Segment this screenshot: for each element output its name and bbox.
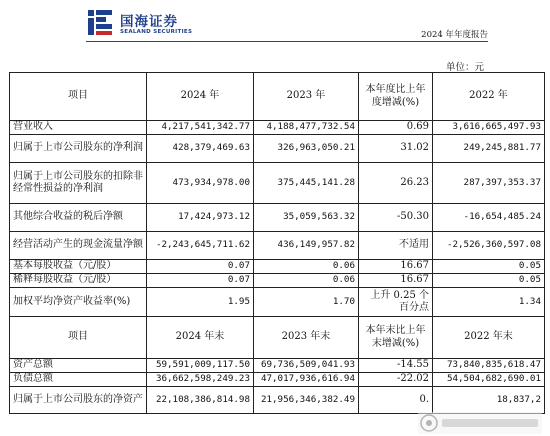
row-label: 归属于上市公司股东的净利润 [10, 135, 147, 163]
value-2024: 428,379,469.63 [147, 135, 254, 163]
table-row [10, 373, 545, 387]
col-header-item: 项目 [10, 73, 147, 121]
value-2024: 59,591,009,117.50 [147, 359, 254, 373]
value-2022: 18,837,2 [433, 387, 545, 414]
col-header-change: 本年末比上年末增减(%) [359, 317, 433, 359]
table-header-row [10, 317, 545, 359]
header-divider [86, 41, 488, 42]
value-change: 不适用 [359, 232, 433, 260]
value-2022: 73,840,835,618.47 [433, 359, 545, 373]
table-row [10, 121, 545, 135]
value-2022: 0.05 [433, 260, 545, 274]
value-2023: 0.06 [254, 274, 359, 288]
row-label: 基本每股收益（元/股） [10, 260, 147, 274]
row-label: 其他综合收益的税后净额 [10, 204, 147, 232]
col-header-2024-end: 2024 年末 [147, 317, 254, 359]
value-2024: 0.07 [147, 260, 254, 274]
value-2022: 1.34 [433, 288, 545, 317]
col-header-2023: 2023 年 [254, 73, 359, 121]
value-2023: 21,956,346,382.49 [254, 387, 359, 414]
value-change: 上升 0.25 个百分点 [359, 288, 433, 317]
row-label: 营业收入 [10, 121, 147, 135]
table-row [10, 163, 545, 204]
row-label: 经营活动产生的现金流量净额 [10, 232, 147, 260]
value-2023: 69,736,509,041.93 [254, 359, 359, 373]
row-label: 资产总额 [10, 359, 147, 373]
row-label: 加权平均净资产收益率(%) [10, 288, 147, 317]
row-label: 负债总额 [10, 373, 147, 387]
table-row [10, 359, 545, 373]
page-header [0, 0, 550, 46]
value-2024: 17,424,973.12 [147, 204, 254, 232]
value-2023: 47,017,936,616.94 [254, 373, 359, 387]
col-header-2022: 2022 年 [433, 73, 545, 121]
col-header-2024: 2024 年 [147, 73, 254, 121]
value-2023: 326,963,050.21 [254, 135, 359, 163]
value-change: 16.67 [359, 274, 433, 288]
value-change: 16.67 [359, 260, 433, 274]
value-2022: -16,654,485.24 [433, 204, 545, 232]
table-row [10, 274, 545, 288]
value-2022: 3,616,665,497.93 [433, 121, 545, 135]
value-2023: 436,149,957.82 [254, 232, 359, 260]
value-2023: 1.70 [254, 288, 359, 317]
value-2024: -2,243,645,711.62 [147, 232, 254, 260]
table-row [10, 288, 545, 317]
row-label: 归属于上市公司股东的净资产 [10, 387, 147, 414]
report-title: 2024 年年度报告 [421, 30, 488, 40]
row-label: 稀释每股收益（元/股） [10, 274, 147, 288]
value-2022: 54,504,682,690.01 [433, 373, 545, 387]
table-row [10, 260, 545, 274]
col-header-2022-end: 2022 年末 [433, 317, 545, 359]
table-row [10, 232, 545, 260]
unit-label: 单位：元 [445, 62, 484, 73]
value-change: 0. [359, 387, 433, 414]
value-2024: 22,108,386,814.98 [147, 387, 254, 414]
value-change: -14.55 [359, 359, 433, 373]
value-2023: 4,188,477,732.54 [254, 121, 359, 135]
value-change: 0.69 [359, 121, 433, 135]
col-header-2023-end: 2023 年末 [254, 317, 359, 359]
value-2022: 0.05 [433, 274, 545, 288]
brand-name-en: SEALAND SECURITIES [120, 29, 193, 35]
value-change: 31.02 [359, 135, 433, 163]
row-label: 归属于上市公司股东的扣除非经常性损益的净利润 [10, 163, 147, 204]
table-row [10, 135, 545, 163]
brand-name-cn: 国海证券 [120, 14, 178, 30]
value-2022: -2,526,360,597.08 [433, 232, 545, 260]
value-change: -22.02 [359, 373, 433, 387]
table-row [10, 204, 545, 232]
value-change: 26.23 [359, 163, 433, 204]
value-change: -50.30 [359, 204, 433, 232]
col-header-change: 本年度比上年度增减(%) [359, 73, 433, 121]
value-2023: 0.06 [254, 260, 359, 274]
col-header-item: 项目 [10, 317, 147, 359]
value-2024: 4,217,541,342.77 [147, 121, 254, 135]
value-2022: 249,245,881.77 [433, 135, 545, 163]
value-2024: 1.95 [147, 288, 254, 317]
value-2022: 287,397,353.37 [433, 163, 545, 204]
value-2023: 375,445,141.28 [254, 163, 359, 204]
value-2024: 473,934,978.00 [147, 163, 254, 204]
value-2024: 0.07 [147, 274, 254, 288]
financial-table [9, 72, 545, 414]
value-2024: 36,662,598,249.23 [147, 373, 254, 387]
table-row [10, 387, 545, 414]
table-header-row [10, 73, 545, 121]
value-2023: 35,059,563.32 [254, 204, 359, 232]
watermark-overlay-icon [418, 412, 542, 434]
